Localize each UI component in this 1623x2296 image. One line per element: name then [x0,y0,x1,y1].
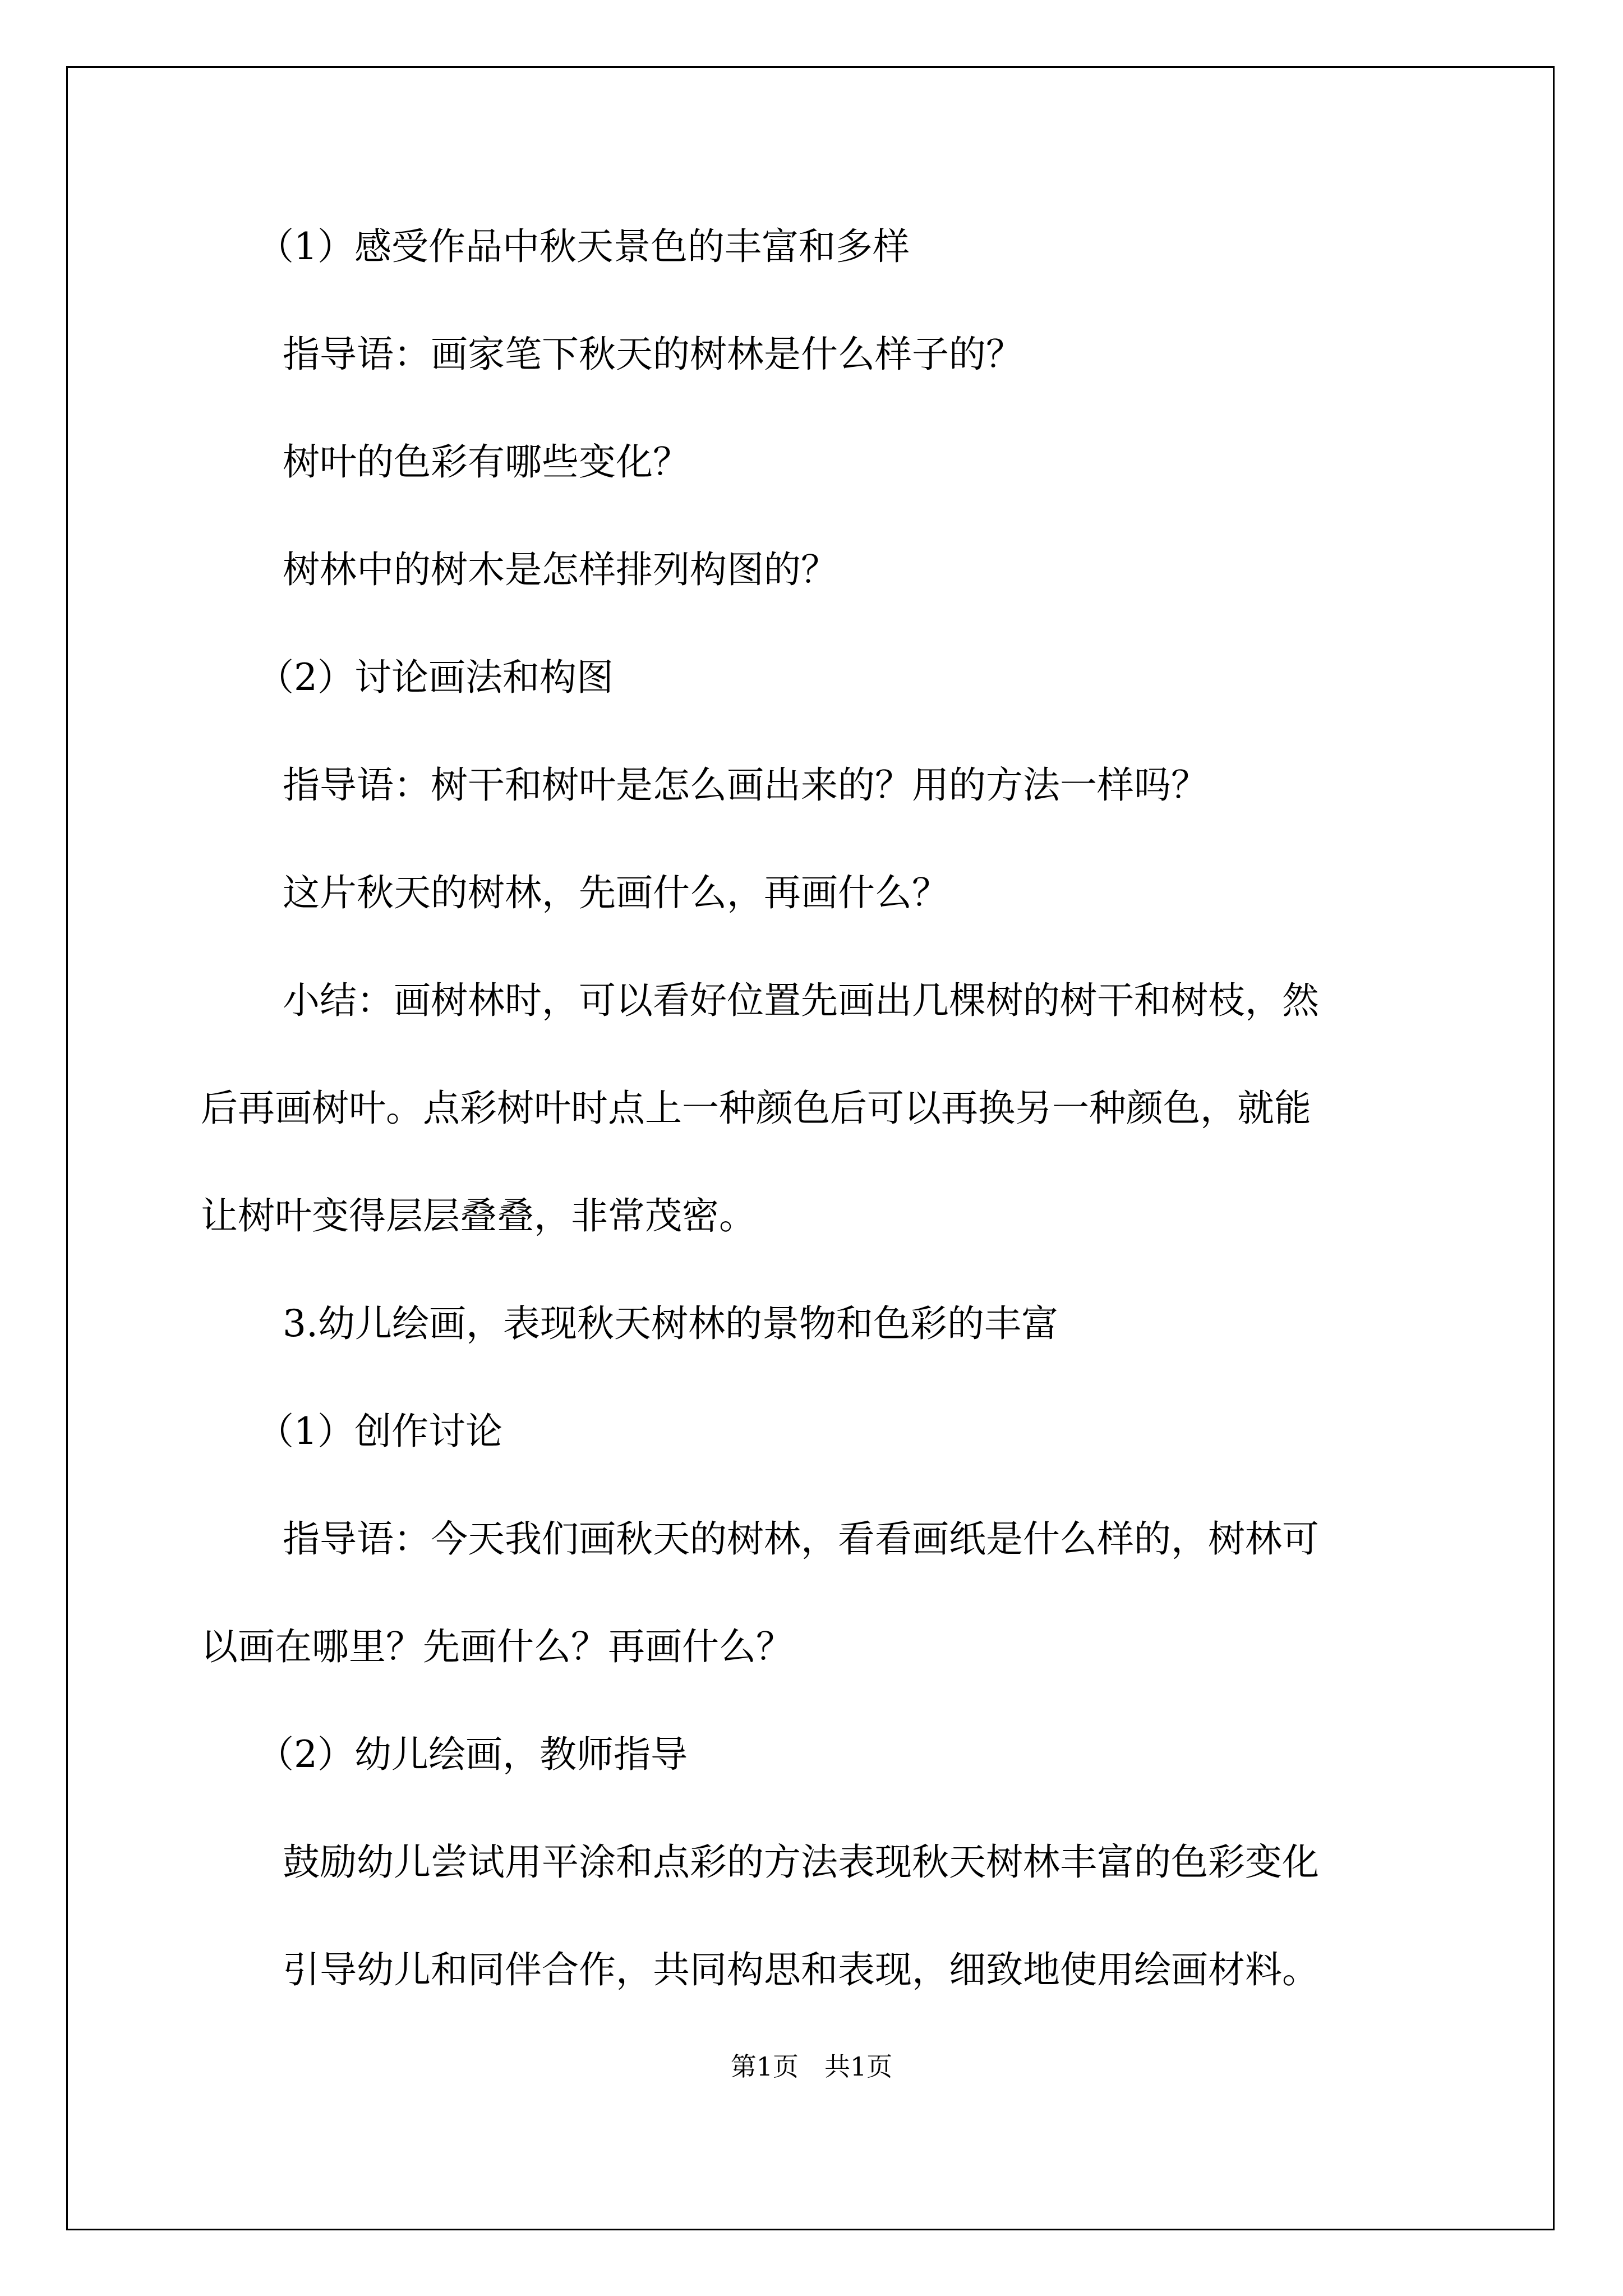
paragraph-line: 指导语：树干和树叶是怎么画出来的？用的方法一样吗？ [283,763,1208,807]
subsection-heading: （2）幼儿绘画，教师指导 [257,1733,688,1776]
paragraph-line: 指导语：今天我们画秋天的树林，看看画纸是什么样的，树林可 [283,1517,1319,1561]
paragraph-line: 以画在哪里？先画什么？再画什么？ [201,1625,793,1668]
page-number-footer: 第1页 共1页 [730,2051,893,2082]
paragraph-line: 鼓励幼儿尝试用平涂和点彩的方法表现秋天树林丰富的色彩变化 [283,1841,1319,1884]
paragraph-line: 引导幼儿和同伴合作，共同构思和表现，细致地使用绘画材料。 [283,1948,1319,1991]
paragraph-line: 树林中的树木是怎样排列构图的？ [283,548,838,591]
paragraph-line: 小结：画树林时，可以看好位置先画出几棵树的树干和树枝，然 [283,979,1319,1022]
section-heading-3: 3.幼儿绘画，表现秋天树林的景物和色彩的丰富 [283,1302,1058,1345]
document-body [201,213,1435,2044]
section-heading-1: （1）感受作品中秋天景色的丰富和多样 [257,225,910,268]
section-heading-2: （2）讨论画法和构图 [257,656,614,699]
paragraph-line: 后再画树叶。点彩树叶时点上一种颜色后可以再换另一种颜色，就能 [201,1087,1311,1130]
paragraph-line: 树叶的色彩有哪些变化？ [283,440,690,484]
subsection-heading: （1）创作讨论 [257,1410,502,1453]
paragraph-line: 这片秋天的树林，先画什么，再画什么？ [283,871,949,914]
paragraph-line: 指导语：画家笔下秋天的树林是什么样子的？ [283,333,1023,376]
paragraph-line: 让树叶变得层层叠叠，非常茂密。 [201,1194,756,1237]
